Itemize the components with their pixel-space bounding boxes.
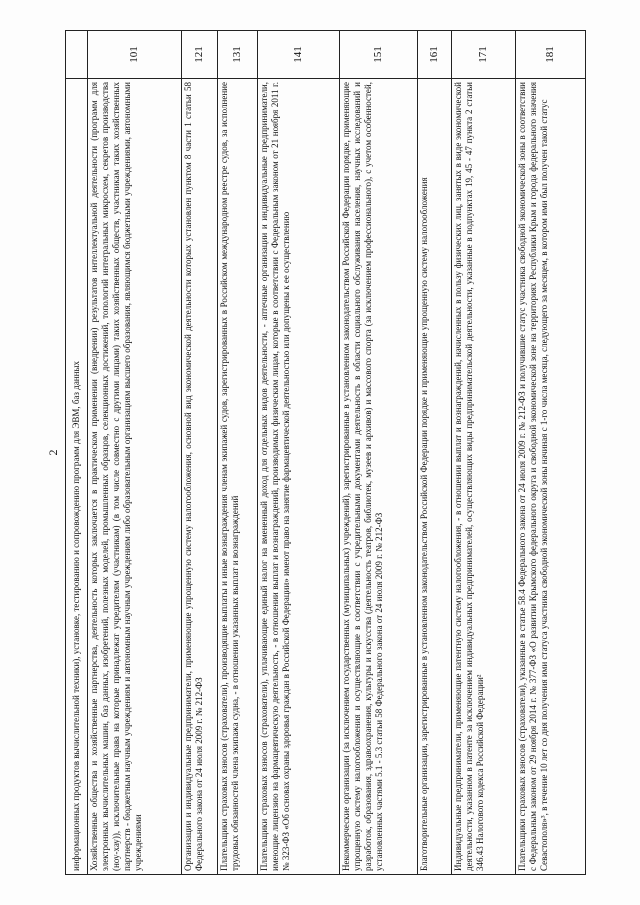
row-description: Плательщики страховых взносов (страхователи), указанные в статье 58.4 Федерального закона от 24 июля 2009 г. № 212-ФЗ и получившие статус участника свободной экономической зоны в соответствии с Федеральным законом от 29 ноября 2014 г. № 377-ФЗ «О развитии Крымского федерального округа и свободной экономической зоне на территориях Республики Крым и города федерального значения Севастополя»³, в течение 10 лет со дня получения ими статуса участника свободной экономической зоны начиная с 1-го числа месяца, следующего за месяцем, в котором ими был получен такой статус	[516, 79, 586, 875]
row-description: Плательщики страховых взносов (страхователи), производящие выплаты и иные вознаграждения членам экипажей судов, зарегистрированных в Российском международном реестре судов, за исполнение трудовых обязанностей члена экипажа судна, - в отношении указанных выплат и вознаграждений	[218, 79, 258, 875]
table-row	[516, 31, 586, 875]
page-number: 2	[46, 449, 60, 456]
row-description: Некоммерческие организации (за исключением государственных (муниципальных) учреждений), зарегистрированные в установленном законодательством Российской Федерации порядке, применяющие упрощенную систему налогообложения и осуществляющие в соответствии с учредительными документами деятельность в области социального обслуживания населения, научных исследований и разработок, образования, здравоохранения, культуры и искусства (деятельность театров, библиотек, музеев и архивов) и массового спорта (за исключением профессионального), с учетом особенностей, установленных частями 5.1 - 5.3 статьи 58 Федерального закона от 24 июля 2009 г. № 212-ФЗ	[340, 79, 418, 875]
rotated-content	[41, 30, 586, 875]
row-description: Индивидуальные предприниматели, применяющие патентную систему налогообложения, - в отношении выплат и вознаграждений, начисленных в пользу физических лиц, занятых в виде экономической деятельности, указанном в патенте за исключением индивидуальных предпринимателей, осуществляющих виды предпринимательской деятельности, указанные в подпунктах 19, 45 - 47 пункта 2 статьи 346.43 Налогового кодекса Российской Федерации²	[452, 79, 516, 875]
row-code: 151	[340, 31, 418, 79]
table-row	[218, 31, 258, 875]
row-description: информационных продуктов вычислительной техники), установке, тестированию и сопровождению программ для ЭВМ, баз данных	[66, 79, 88, 875]
row-code: 161	[418, 31, 452, 79]
table-row	[182, 31, 218, 875]
row-description: Организации и индивидуальные предприниматели, применяющие упрощенную систему налогообложения, основной вид экономической деятельности которых установлен пунктом 8 части 1 статьи 58 Федерального закона от 24 июля 2009 г. № 212-ФЗ	[182, 79, 218, 875]
row-code: 101	[88, 31, 182, 79]
table-row	[340, 31, 418, 875]
table-row	[88, 31, 182, 875]
table-row	[418, 31, 452, 875]
row-code: 121	[182, 31, 218, 79]
row-code	[66, 31, 88, 79]
row-code: 141	[258, 31, 340, 79]
table-row	[258, 31, 340, 875]
table-row	[66, 31, 88, 875]
row-description: Благотворительные организации, зарегистрированные в установленном законодательством Российской Федерации порядке и применяющие упрощенную систему налогообложения	[418, 79, 452, 875]
table-row	[452, 31, 516, 875]
row-description: Плательщики страховых взносов (страхователи), уплачивающие единый налог на вмененный доход для отдельных видов деятельности, - аптечные организации и индивидуальные предприниматели, имеющие лицензию на фармацевтическую деятельность, - в отношении выплат и вознаграждений, производимых физическим лицам, которые в соответствии с Федеральным законом от 21 ноября 2011 г. № 323-ФЗ «Об основах охраны здоровья граждан в Российской Федерации» имеют право на занятие фармацевтической деятельностью или допущены к ее осуществлению	[258, 79, 340, 875]
row-code: 171	[452, 31, 516, 79]
row-code: 131	[218, 31, 258, 79]
row-description: Хозяйственные общества и хозяйственные партнерства, деятельность которых заключается в практическом применении (внедрении) результатов интеллектуальной деятельности (программ для электронных вычислительных машин, баз данных, изобретений, полезных моделей, промышленных образцов, селекционных достижений, топологий интегральных микросхем, секретов производства (ноу-хау)), исключительные права на которые принадлежат учредителям (участникам) (в том числе совместно с другими лицами) таких хозяйственных обществ, участникам таких хозяйственных партнерств - бюджетным научным учреждениям и автономным научным учреждениям либо образовательным организациям высшего образования, являющимся бюджетными учреждениями, автономными учреждениями	[88, 79, 182, 875]
row-code: 181	[516, 31, 586, 79]
tariff-codes-table	[65, 30, 586, 875]
